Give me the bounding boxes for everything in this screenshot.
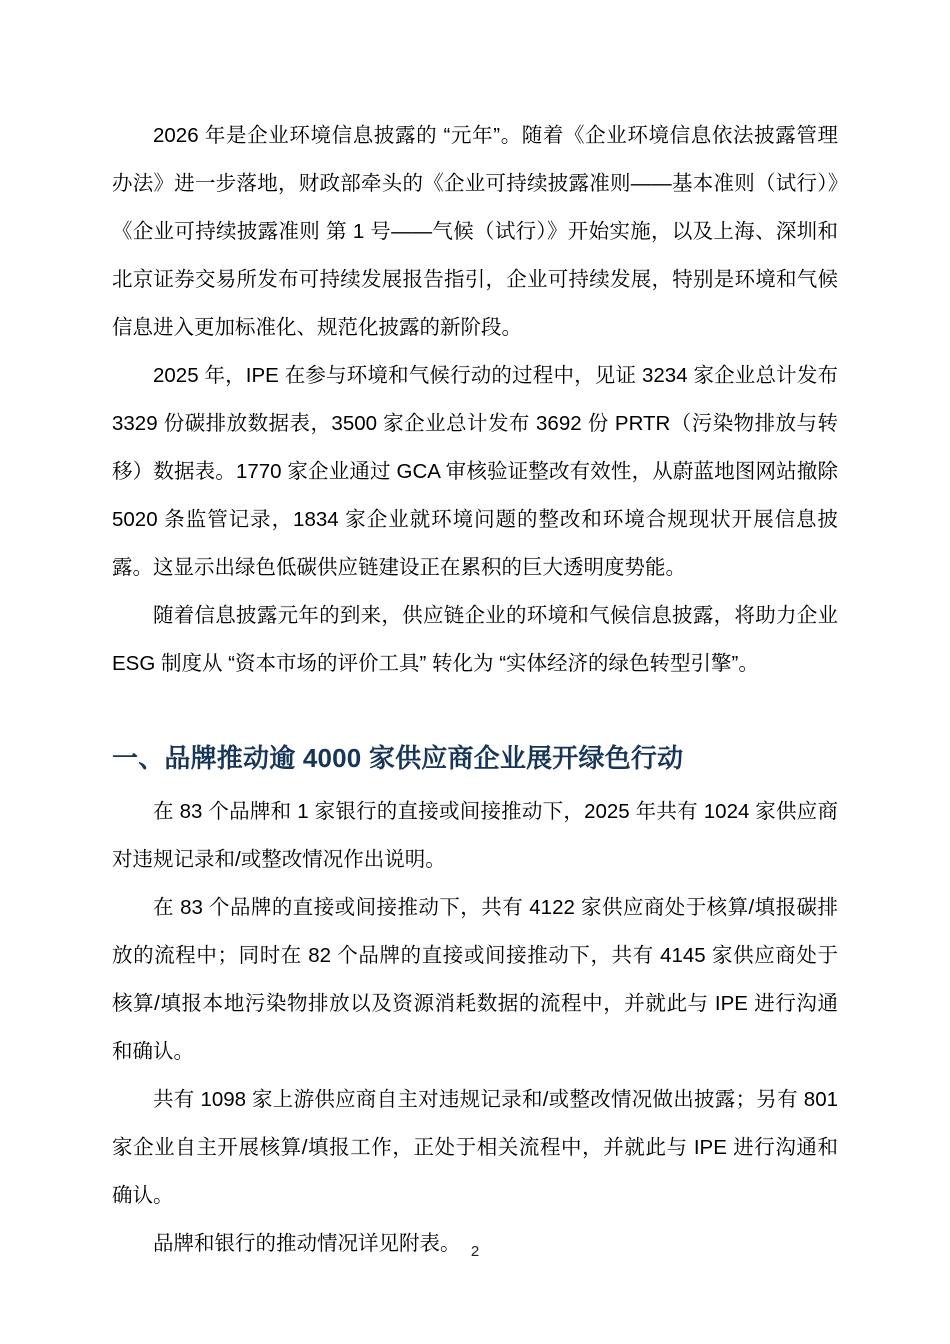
heading-spacer-top	[112, 688, 838, 734]
section-heading-1: 一、品牌推动逾 4000 家供应商企业展开绿色行动	[112, 743, 684, 773]
page-number-footer: 2	[470, 1243, 480, 1260]
intro-paragraph-3: 随着信息披露元年的到来，供应链企业的环境和气候信息披露，将助力企业 ESG 制度从 “资本市场的评价工具” 转化为 “实体经济的绿色转型引擎”。	[112, 604, 838, 675]
intro-paragraph-2: 2025 年，IPE 在参与环境和气候行动的过程中，见证 3234 家企业总计发布 3329 份碳排放数据表，3500 家企业总计发布 3692 份 PRTR（污染物排放与转移）数据表。1770 家企业通过 GCA 审核验证整改有效性，从蔚蓝地图网站撤除 5020 条监管记录，1834 家企业就环境问题的整改和环境合规现状开展信息披露。这显示出绿色低碳供应链建设正在累积的巨大透明度势能。	[112, 364, 838, 579]
section-paragraph-2: 在 83 个品牌的直接或间接推动下，共有 4122 家供应商处于核算/填报碳排放的流程中；同时在 82 个品牌的直接或间接推动下，共有 4145 家供应商处于核算/填报本地污染物排放以及资源消耗数据的流程中，并就此与 IPE 进行沟通和确认。	[112, 896, 838, 1063]
section-paragraph-3: 共有 1098 家上游供应商自主对违规记录和/或整改情况做出披露；另有 801 家企业自主开展核算/填报工作，正处于相关流程中，并就此与 IPE 进行沟通和确认。	[112, 1088, 838, 1207]
intro-paragraph-1: 2026 年是企业环境信息披露的 “元年”。随着《企业环境信息依法披露管理办法》进一步落地，财政部牵头的《企业可持续披露准则——基本准则（试行）》《企业可持续披露准则 第 1 号——气候（试行）》开始实施，以及上海、深圳和北京证券交易所发布可持续发展报告指引，企业可持续发展，特别是环境和气候信息进入更加标准化、规范化披露的新阶段。	[112, 124, 838, 339]
section-paragraph-1: 在 83 个品牌和 1 家银行的直接或间接推动下，2025 年共有 1024 家供应商对违规记录和/或整改情况作出说明。	[112, 800, 838, 871]
page-content-area	[112, 112, 838, 1268]
section-paragraph-4: 品牌和银行的推动情况详见附表。	[153, 1232, 461, 1255]
